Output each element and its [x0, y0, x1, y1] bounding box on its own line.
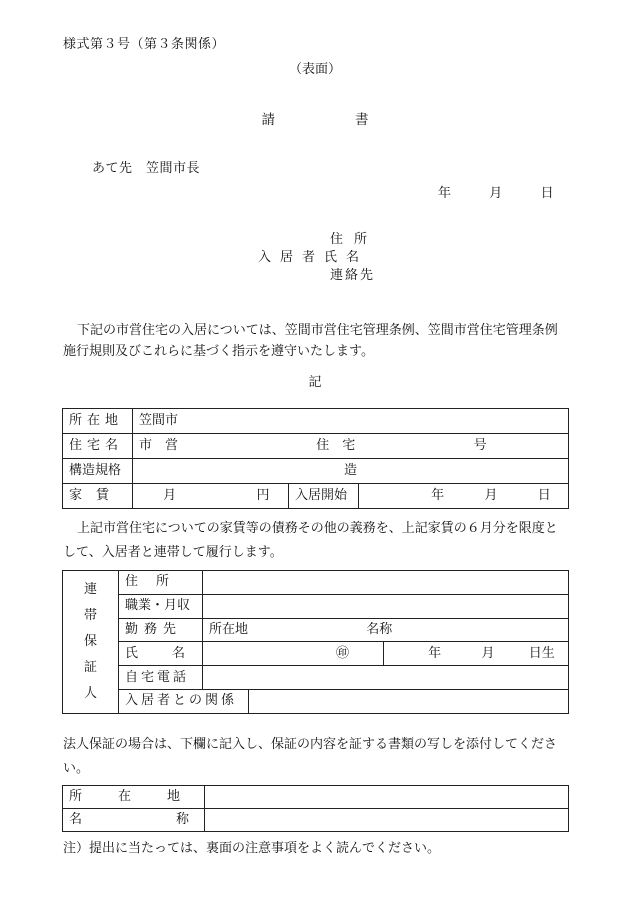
house-table	[62, 408, 569, 509]
tenant-contact-label: 連絡先	[330, 268, 376, 283]
corporate-table	[62, 785, 569, 832]
corporate-location-label: 所在地	[63, 786, 205, 809]
table-row	[63, 786, 569, 809]
workplace-name: 名称	[366, 621, 393, 637]
home-phone-label: 自宅電話	[119, 666, 203, 690]
move-in-value[interactable]	[359, 484, 569, 509]
table-row	[63, 642, 569, 666]
form-number: 様式第３号（第３条関係）	[63, 37, 226, 52]
corporate-note: 法人保証の場合は、下欄に記入し、保証の内容を証する書類の写しを添付してください。	[63, 737, 558, 776]
corporate-name-label: 名称	[63, 809, 205, 832]
location-value[interactable]: 笠間市	[133, 409, 569, 434]
birth-date-value[interactable]	[384, 642, 569, 666]
move-in-label: 入居開始	[289, 484, 359, 509]
addressee: あて先 笠間市長	[92, 161, 201, 176]
house-name-value[interactable]	[133, 434, 569, 459]
rent-label: 家賃	[63, 484, 133, 509]
structure-value[interactable]: 造	[133, 459, 569, 484]
guarantor-name-value[interactable]	[203, 642, 384, 666]
rent-month: 月	[163, 487, 177, 503]
tenant-name-label: 入居者氏名	[258, 250, 369, 265]
guarantor-address-label: 住所	[119, 571, 203, 595]
occupation-value[interactable]	[203, 594, 569, 618]
workplace-label: 勤務先	[119, 618, 203, 642]
house-name-mid: 住 宅	[316, 437, 356, 453]
pledge-text: 下記の市営住宅の入居については、笠間市営住宅管理条例、笠間市営住宅管理条例施行規則及びこれらに基づく指示を遵守いたします。	[63, 323, 558, 359]
move-in-year: 年	[431, 487, 445, 503]
rent-yen: 円	[256, 487, 270, 503]
structure-label: 構造規格	[63, 459, 133, 484]
table-row	[63, 434, 569, 459]
workplace-value[interactable]	[203, 618, 569, 642]
table-row	[63, 618, 569, 642]
table-row	[63, 666, 569, 690]
table-row	[63, 571, 569, 595]
guarantor-name-label: 氏名	[119, 642, 203, 666]
table-row	[63, 690, 569, 714]
footnote: 注）提出に当たっては、裏面の注意事項をよく読んでください。	[63, 841, 441, 856]
location-label: 所在地	[63, 409, 133, 434]
date-day: 日	[540, 186, 554, 201]
date-year: 年	[438, 186, 452, 201]
birth-year: 年	[428, 645, 442, 661]
table-row	[63, 459, 569, 484]
home-phone-value[interactable]	[203, 666, 569, 690]
table-row	[63, 594, 569, 618]
tenant-block	[258, 232, 398, 286]
side-label: （表面）	[288, 62, 341, 77]
date-line	[438, 186, 554, 202]
ki-heading: 記	[308, 375, 322, 390]
move-in-month: 月	[484, 487, 498, 503]
rent-value[interactable]	[133, 484, 289, 509]
house-name-label: 住宅名	[63, 434, 133, 459]
move-in-day: 日	[537, 487, 551, 503]
workplace-location: 所在地	[209, 621, 249, 637]
table-row	[63, 409, 569, 434]
occupation-label: 職業・月収	[119, 594, 203, 618]
document-title: 請書	[261, 112, 449, 128]
house-name-suffix: 号	[473, 437, 487, 453]
guarantor-side-label: 連 帯 保 証 人	[63, 571, 119, 714]
birth-day: 日生	[528, 645, 555, 661]
house-name-prefix: 市 営	[139, 437, 179, 453]
guarantee-text: 上記市営住宅についての家賃等の債務その他の義務を、上記家賃の６月分を限度として、入居者と連帯して履行します。	[63, 521, 558, 560]
relation-value[interactable]	[249, 690, 569, 714]
table-row	[63, 484, 569, 509]
guarantor-address-value[interactable]	[203, 571, 569, 595]
guarantor-table	[62, 570, 569, 714]
seal-mark: ㊞	[335, 645, 349, 661]
date-month: 月	[489, 186, 503, 201]
corporate-location-value[interactable]	[205, 786, 569, 809]
tenant-address-label: 住所	[330, 232, 379, 247]
relation-label: 入居者との関係	[119, 690, 249, 714]
table-row	[63, 809, 569, 832]
birth-month: 月	[481, 645, 495, 661]
